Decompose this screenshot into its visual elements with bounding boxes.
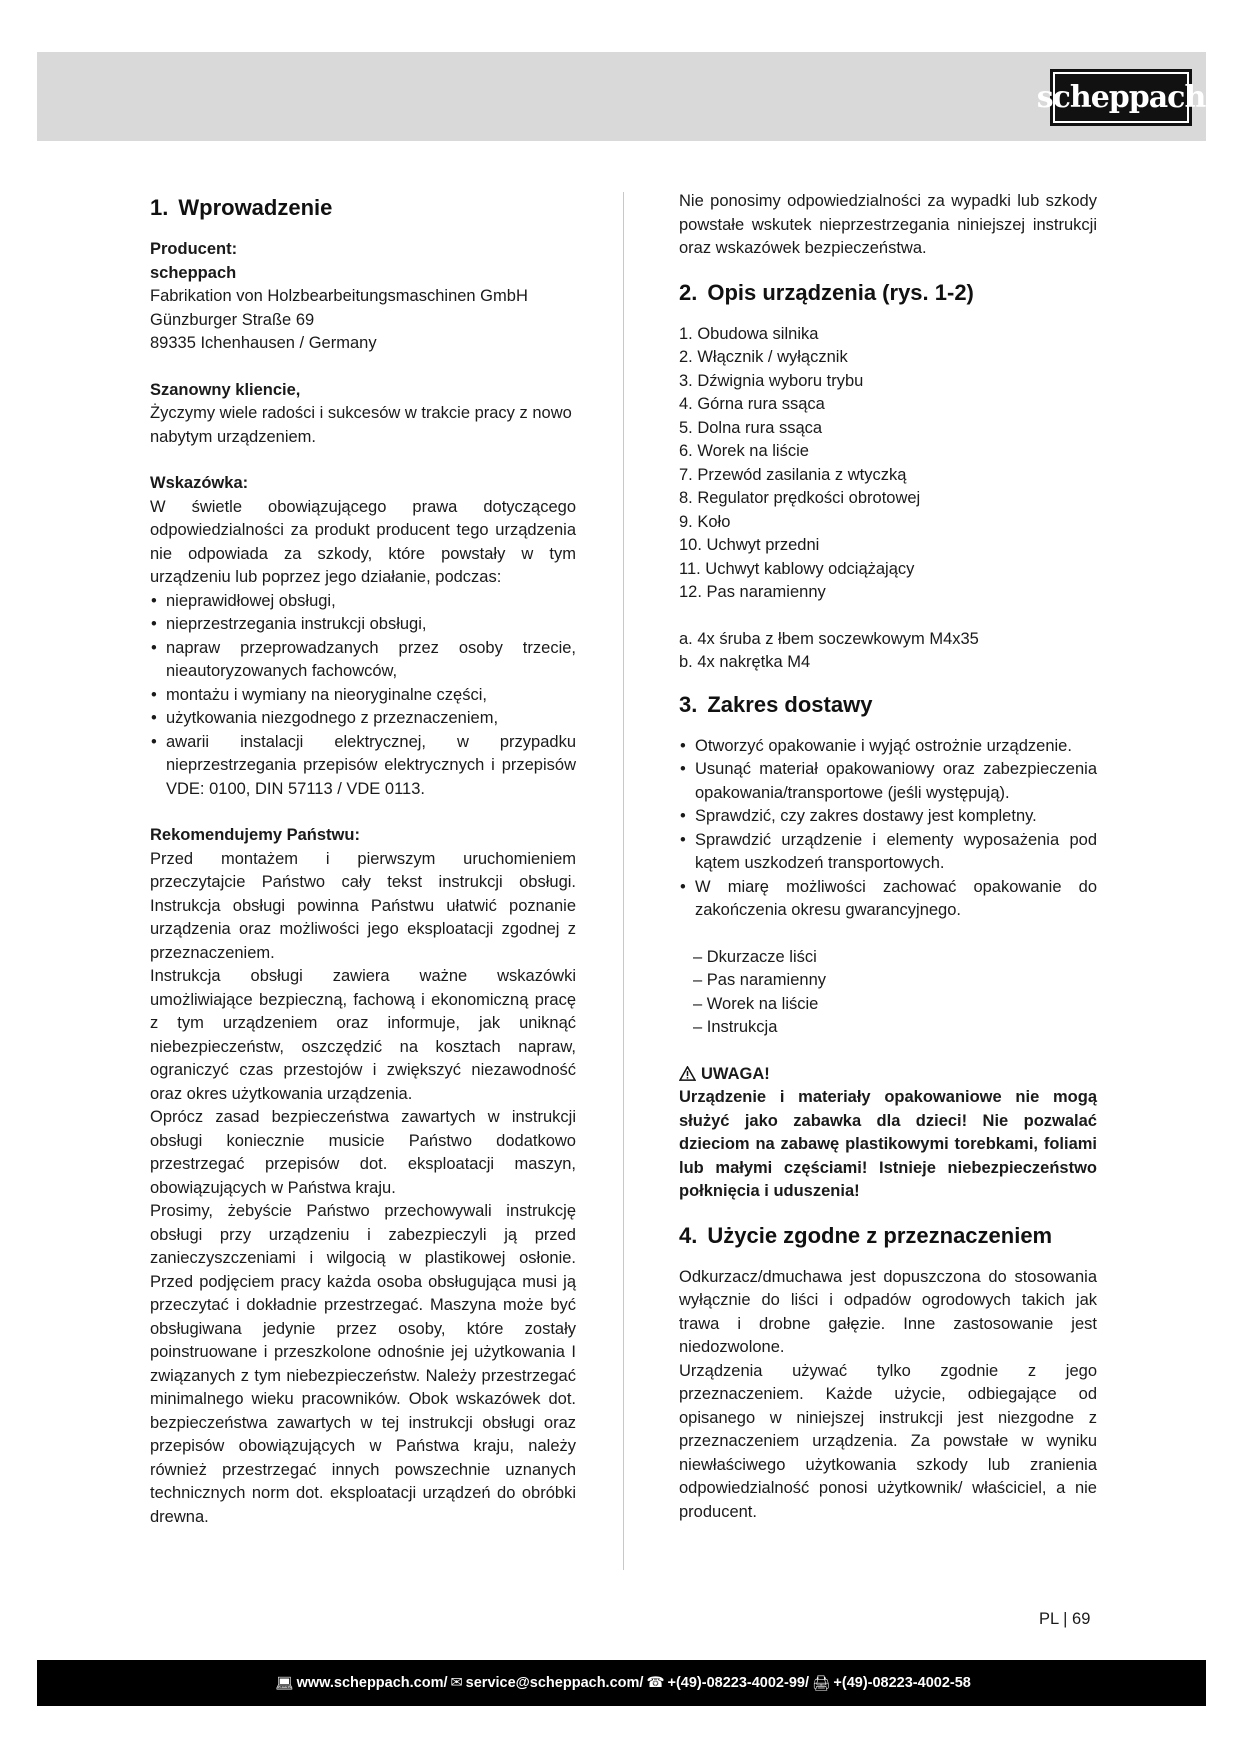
left-column	[150, 190, 576, 1529]
footer-separator: /	[443, 1675, 448, 1691]
accessories-list	[679, 628, 1097, 675]
list-item: – Worek na liście	[693, 993, 1097, 1017]
list-item: • montażu i wymiany na nieoryginalne części,	[150, 684, 576, 708]
section-4-number: 4.	[679, 1222, 698, 1248]
footer-website[interactable]: www.scheppach.com	[296, 1675, 444, 1691]
section-3-number: 3.	[679, 691, 698, 717]
list-item: • napraw przeprowadzanych przez osoby trzecie, nieautoryzowanych fachowców,	[150, 637, 576, 684]
producer-line: Günzburger Straße 69	[150, 310, 315, 329]
list-item: 10. Uchwyt przedni	[679, 536, 820, 554]
producer-name: scheppach	[150, 263, 237, 282]
note-text: W świetle obowiązującego prawa dotyczącego odpowiedzialności za produkt producent tego urządzenia nie odpowiada za szkody, które powstały w tym urządzeniu lub poprzez jego działanie, podczas:	[150, 497, 576, 586]
list-item: • Otworzyć opakowanie i wyjąć ostrożnie urządzenie.	[679, 735, 1097, 759]
list-item: 4. Górna rura ssąca	[679, 395, 825, 413]
right-column	[679, 190, 1097, 1524]
dear-customer-label: Szanowny kliencie,	[150, 380, 301, 399]
recommend-paragraph: Instrukcja obsługi zawiera ważne wskazówki umożliwiające bezpieczną, fachową i ekonomiczną pracę z tym urządzeniem oraz informuje, jak uniknąć niebezpieczeństw, oszczędzić na kosztach napraw, ograniczyć czas przestojów i zwiększyć niezawodność oraz okres użytkowania urządzenia.	[150, 967, 576, 1103]
footer-phone: +(49)-08223-4002-99	[667, 1675, 805, 1691]
section-2-number: 2.	[679, 279, 698, 305]
list-item: • awarii instalacji elektrycznej, w przypadku nieprzestrzegania przepisów elektrycznych i przepisów VDE: 0100, DIN 57113 / VDE 0113.	[150, 731, 576, 802]
note-list	[150, 590, 576, 802]
list-item: – Instrukcja	[693, 1016, 1097, 1040]
note-label: Wskazówka:	[150, 474, 249, 492]
list-item: – Pas naramienny	[693, 969, 1097, 993]
section-2-heading	[679, 279, 1097, 307]
warning-text: Urządzenie i materiały opakowaniowe nie mogą służyć jako zabawka dla dzieci! Nie pozwalać dzieciom na zabawę plastikowymi torebkami, foliami lub małymi częściami! Istnieje niebezpieczeństwo połknięcia i uduszenia!	[679, 1088, 1097, 1200]
warning-triangle-icon	[679, 1066, 696, 1081]
recommend-paragraph: Oprócz zasad bezpieczeństwa zawartych w instrukcji obsługi koniecznie musicie Państwo dodatkowo przestrzegać przepisów dot. eksploatacji maszyn, obowiązujących w Państwa kraju.	[150, 1108, 576, 1197]
list-item: • Sprawdzić, czy zakres dostawy jest kompletny.	[679, 805, 1097, 829]
list-item: 12. Pas naramienny	[679, 583, 826, 601]
list-item: • W miarę możliwości zachować opakowanie do zakończenia okresu gwarancyjnego.	[679, 876, 1097, 923]
warning-heading	[679, 1063, 1097, 1087]
liability-text: Nie ponosimy odpowiedzialności za wypadki lub szkody powstałe wskutek nieprzestrzegania niniejszej instrukcji oraz wskazówek bezpieczeństwa.	[679, 192, 1097, 257]
producer-label: Producent:	[150, 240, 238, 258]
page-number: PL | 69	[1039, 1610, 1091, 1628]
footer-email[interactable]: service@scheppach.com	[465, 1675, 640, 1691]
section-3-title: Zakres dostawy	[707, 691, 873, 717]
delivery-items	[679, 946, 1097, 1040]
list-item: 2. Włącznik / wyłącznik	[679, 348, 848, 366]
parts-list	[679, 323, 1097, 605]
section-4-heading	[679, 1222, 1097, 1250]
producer-line: 89335 Ichenhausen / Germany	[150, 334, 377, 352]
warning-label: UWAGA!	[701, 1064, 770, 1083]
footer-separator: /	[639, 1675, 644, 1691]
footer-separator: /	[804, 1675, 809, 1691]
scheppach-logo	[1036, 69, 1206, 126]
recommend-paragraph: Przed montażem i pierwszym uruchomieniem przeczytajcie Państwo cały tekst instrukcji obsługi. Instrukcja obsługi powinna Państwu ułatwić poznanie urządzenia oraz możliwości jego eksploatacji zgodnej z przeznaczeniem.	[150, 849, 576, 962]
computer-icon: 💻︎	[275, 1675, 294, 1692]
section-3-heading	[679, 691, 1097, 719]
list-item: 6. Worek na liście	[679, 442, 809, 460]
usage-paragraph: Urządzenia używać tylko zgodnie z jego przeznaczeniem. Każde użycie, odbiegające od opisanego w niniejszej instrukcji jest niezgodne z przeznaczeniem urządzenia. Za powstałe w wyniku niewłaściwego użytkowania szkody lub zranienia odpowiedzialność ponosi użytkownik/ właściciel, a nie producent.	[679, 1361, 1097, 1521]
list-item: • nieprzestrzegania instrukcji obsługi,	[150, 613, 576, 637]
list-item: 7. Przewód zasilania z wtyczką	[679, 465, 907, 484]
recommend-paragraph: Prosimy, żebyście Państwo przechowywali instrukcję obsługi przy urządzeniu i zabezpieczyli ją przed zanieczyszczeniami i wilgocią w plastikowej osłonie. Przed podjęciem pracy każda osoba obsługująca musi ją przeczytać i dokładnie przestrzegać. Maszyna może być obsługiwana jedynie przez osoby, które zostały poinstruowane i przeszkolone odnośnie jej użytkowania I związanych z tym niebezpieczeństw. Należy przestrzegać minimalnego wieku pracowników. Obok wskazówek dot. bezpieczeństwa zawartych w tej instrukcji obsługi oraz przepisów obowiązujących w Państwa kraju, należy również przestrzegać innych powszechnie uznanych technicznych norm dot. eksploatacji urządzeń do obróbki drewna.	[150, 1202, 576, 1526]
recommend-label: Rekomendujemy Państwu:	[150, 826, 360, 844]
list-item: • nieprawidłowej obsługi,	[150, 590, 576, 614]
section-4-title: Użycie zgodne z przeznaczeniem	[707, 1222, 1053, 1248]
list-item: • użytkowania niezgodnego z przeznaczeniem,	[150, 707, 576, 731]
delivery-steps	[679, 735, 1097, 923]
list-item: • Usunąć materiał opakowaniowy oraz zabezpieczenia opakowania/transportowe (jeśli występują).	[679, 758, 1097, 805]
email-icon: ✉	[450, 1675, 463, 1691]
column-divider	[623, 192, 624, 1570]
section-1-heading	[150, 194, 576, 222]
list-item: – Dkurzacze liści	[693, 946, 1097, 970]
section-2-title: Opis urządzenia (rys. 1-2)	[707, 279, 974, 305]
header-bar	[37, 52, 1206, 141]
list-item: 11. Uchwyt kablowy odciążający	[679, 559, 915, 578]
footer-bar	[37, 1660, 1206, 1706]
list-item: 9. Koło	[679, 512, 731, 531]
phone-icon: ☎	[646, 1675, 665, 1691]
section-1-number: 1.	[150, 195, 169, 220]
list-item: 3. Dźwignia wyboru trybu	[679, 371, 864, 390]
list-item: b. 4x nakrętka M4	[679, 653, 811, 671]
list-item: 8. Regulator prędkości obrotowej	[679, 489, 921, 507]
footer-fax: +(49)-08223-4002-58	[833, 1675, 971, 1691]
logo-text: scheppach	[1036, 80, 1206, 115]
usage-paragraph: Odkurzacz/dmuchawa jest dopuszczona do stosowania wyłącznie do liści i odpadów ogrodowych takich jak trawa i drobne gałęzie. Inne zastosowanie jest niedozwolone.	[679, 1267, 1097, 1356]
producer-line: Fabrikation von Holzbearbeitungsmaschinen GmbH	[150, 287, 528, 305]
list-item: a. 4x śruba z łbem soczewkowym M4x35	[679, 629, 979, 648]
list-item: 5. Dolna rura ssąca	[679, 418, 823, 437]
section-1-title: Wprowadzenie	[178, 195, 333, 220]
dear-customer-text: Życzymy wiele radości i sukcesów w trakcie pracy z nowo nabytym urządzeniem.	[150, 404, 572, 446]
list-item: 1. Obudowa silnika	[679, 324, 819, 343]
fax-icon: 🖨︎	[811, 1675, 831, 1692]
list-item: • Sprawdzić urządzenie i elementy wyposażenia pod kątem uszkodzeń transportowych.	[679, 829, 1097, 876]
